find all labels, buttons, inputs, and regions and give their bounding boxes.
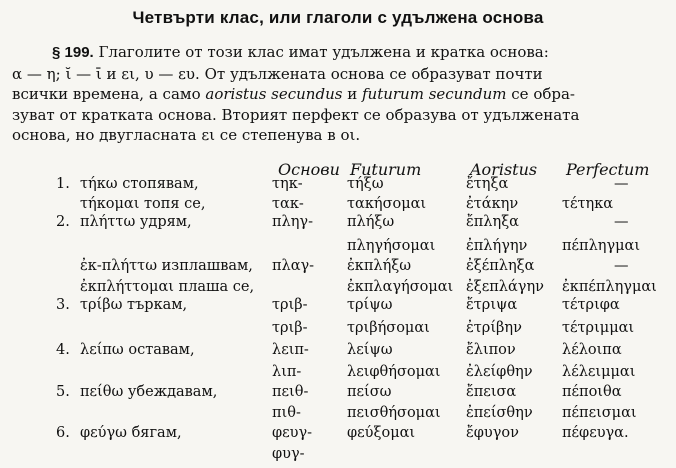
latin-term: aoristus secundus — [205, 85, 343, 104]
perfectum-cell: πέποιθα — [562, 384, 622, 400]
perfectum-cell: — — [614, 214, 629, 230]
perfectum-cell: ἐκπέπληγμαι — [562, 279, 657, 295]
stem-cell: τριβ- — [272, 320, 308, 336]
futurum-cell: φεύξομαι — [347, 425, 416, 441]
paragraph-line: основа, но двугласната ει се степенува в οι. — [12, 126, 361, 145]
latin-term: futurum secundum — [361, 85, 507, 104]
perfectum-cell: λέλειμμαι — [562, 364, 636, 380]
aoristus-cell: ἐτρίβην — [466, 320, 522, 336]
column-header-futurum: Futurum — [350, 160, 422, 179]
perfectum-cell: λέλοιπα — [562, 342, 622, 358]
futurum-cell: ἐκπλαγήσομαι — [347, 279, 454, 295]
stem-cell: τηκ- — [272, 176, 303, 192]
futurum-cell: πείσω — [347, 384, 392, 400]
stem-cell: τακ- — [272, 196, 304, 212]
perfectum-cell: — — [614, 176, 629, 192]
row-number: 3. — [56, 297, 70, 313]
aoristus-cell: ἐξεπλάγην — [466, 279, 544, 295]
aoristus-cell: ἐπείσθην — [466, 405, 533, 421]
stem-cell: λειπ- — [272, 342, 309, 358]
table-row — [0, 297, 676, 319]
futurum-cell: τριβήσομαι — [347, 320, 430, 336]
stem-cell: πλαγ- — [272, 258, 315, 274]
table-row — [0, 214, 676, 236]
paragraph-text: и — [342, 85, 362, 104]
perfectum-cell: πέπληγμαι — [562, 238, 641, 254]
table-row — [0, 342, 676, 364]
stem-cell: τριβ- — [272, 297, 308, 313]
stem-cell: πληγ- — [272, 214, 313, 230]
aoristus-cell: ἐτάκην — [466, 196, 519, 212]
verb-entry: πείθω убеждавам, — [80, 384, 218, 400]
table-row — [0, 258, 676, 280]
futurum-cell: λείψω — [347, 342, 393, 358]
aoristus-cell: ἔφυγον — [466, 425, 519, 441]
verb-entry: ἐκ-πλήττω изплашвам, — [80, 258, 253, 274]
aoristus-cell: ἔτριψα — [466, 297, 518, 313]
column-header-perfectum: Perfectum — [566, 160, 650, 179]
perfectum-cell: πέφευγα. — [562, 425, 629, 441]
aoristus-cell: ἐλείφθην — [466, 364, 533, 380]
row-number: 4. — [56, 342, 70, 358]
aoristus-cell: ἔλιπον — [466, 342, 516, 358]
futurum-cell: ἐκπλήξω — [347, 258, 412, 274]
paragraph-text: се обра- — [506, 85, 575, 104]
paragraph-line — [12, 42, 666, 64]
table-row — [0, 176, 676, 198]
paragraph-text: всички времена, а само — [12, 85, 206, 104]
perfectum-cell: τέτριφα — [562, 297, 620, 313]
table-row — [0, 405, 676, 427]
table-row — [0, 446, 676, 468]
perfectum-cell: — — [614, 258, 629, 274]
column-header-stems: Основи — [278, 160, 340, 179]
stem-cell: πιθ- — [272, 405, 301, 421]
aoristus-cell: ἔτηξα — [466, 176, 509, 192]
chapter-heading: Четвърти клас, или глаголи с удължена основа — [132, 8, 544, 27]
verb-entry: λείπω оставам, — [80, 342, 195, 358]
row-number: 5. — [56, 384, 70, 400]
table-row — [0, 238, 676, 260]
paragraph-line: α — η; ῐ — ῑ и ει, υ — ευ. От удължената основа се образуват почти — [12, 64, 543, 83]
verb-entry: φεύγω бягам, — [80, 425, 182, 441]
paragraph-line: зуват от кратката основа. Вторият перфект се образува от удължената — [12, 105, 580, 124]
row-number: 1. — [56, 176, 70, 192]
verb-entry: τρίβω търкам, — [80, 297, 188, 313]
row-number: 2. — [56, 214, 70, 230]
row-number: 6. — [56, 425, 70, 441]
aoristus-cell: ἔπεισα — [466, 384, 517, 400]
aoristus-cell: ἐπλήγην — [466, 238, 528, 254]
futurum-cell: πεισθήσομαι — [347, 405, 441, 421]
section-number: § 199. — [52, 44, 94, 61]
paragraph-line — [12, 84, 666, 105]
table-row — [0, 320, 676, 342]
verb-entry: ἐκπλήττομαι плаша се, — [80, 279, 255, 295]
table-row — [0, 425, 676, 447]
futurum-cell: πληγήσομαι — [347, 238, 436, 254]
futurum-cell: τρίψω — [347, 297, 393, 313]
stem-cell: πειθ- — [272, 384, 309, 400]
futurum-cell: τακήσομαι — [347, 196, 427, 212]
verb-entry: πλήττω удрям, — [80, 214, 192, 230]
paragraph-text: Глаголите от този клас имат удължена и кратка основа: — [93, 43, 549, 61]
verb-entry: τήκω стопявам, — [80, 176, 199, 192]
table-row — [0, 364, 676, 386]
perfectum-cell: πέπεισμαι — [562, 405, 637, 421]
futurum-cell: τήξω — [347, 176, 384, 192]
column-header-aoristus: Aoristus — [470, 160, 538, 179]
aoristus-cell: ἐξέπληξα — [466, 258, 535, 274]
stem-cell: λιπ- — [272, 364, 302, 380]
perfectum-cell: τέτηκα — [562, 196, 614, 212]
rule-paragraph — [12, 42, 666, 146]
stem-cell: φευγ- — [272, 425, 313, 441]
futurum-cell: πλήξω — [347, 214, 395, 230]
stem-cell: φυγ- — [272, 446, 305, 462]
futurum-cell: λειφθήσομαι — [347, 364, 441, 380]
aoristus-cell: ἔπληξα — [466, 214, 519, 230]
verb-entry: τήκομαι топя се, — [80, 196, 206, 212]
table-row — [0, 384, 676, 406]
perfectum-cell: τέτριμμαι — [562, 320, 635, 336]
